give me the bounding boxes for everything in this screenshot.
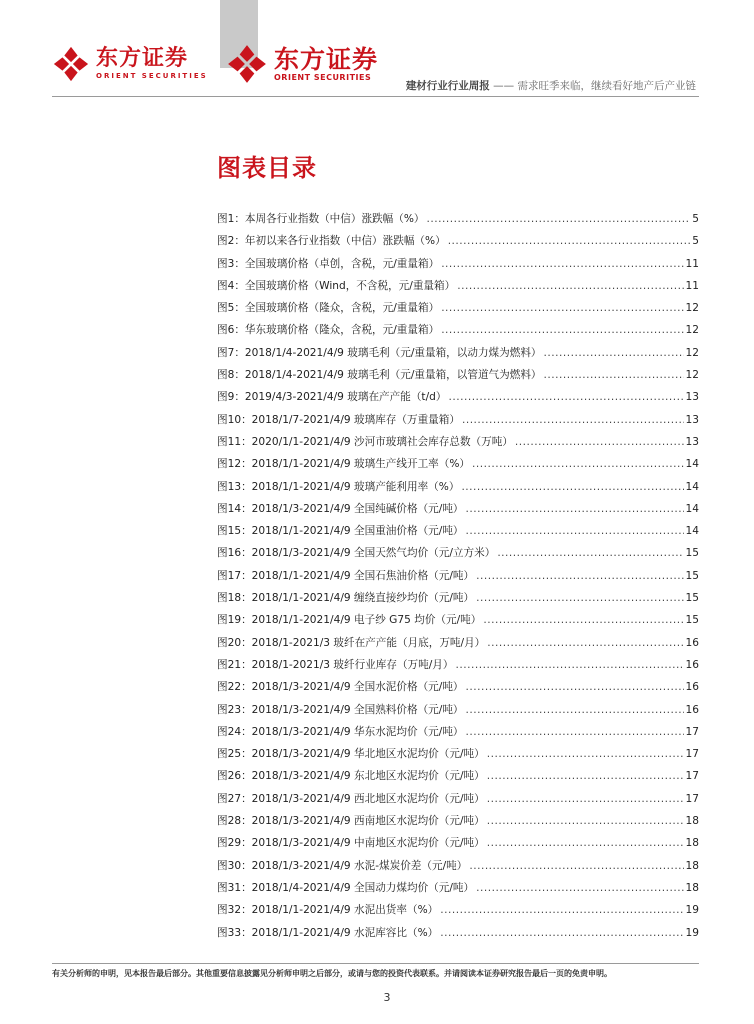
toc-entry[interactable] xyxy=(217,434,699,456)
toc-entry-label: 图32：2018/1/1-2021/4/9 水泥出货率（%） xyxy=(217,904,439,917)
toc-leader-dots xyxy=(457,280,683,292)
toc-entry-label: 图13：2018/1/1-2021/4/9 玻璃产能利用率（%） xyxy=(217,480,460,493)
toc-title: 图表目录 xyxy=(217,154,317,182)
toc-entry-label: 图33：2018/1/1-2021/4/9 水泥库容比（%） xyxy=(217,926,439,939)
toc-entry-label: 图14：2018/1/3-2021/4/9 全国纯碱价格（元/吨） xyxy=(217,502,464,515)
toc-leader-dots xyxy=(487,793,684,805)
toc-leader-dots xyxy=(487,637,683,649)
header-separator: —— xyxy=(493,80,515,92)
footer-disclaimer: 有关分析师的申明，见本报告最后部分。其他重要信息披露见分析师申明之后部分，或请与您的投资代表联系。并请阅读本证券研究报告最后一页的免责申明。 xyxy=(52,969,612,978)
toc-leader-dots xyxy=(441,302,683,314)
toc-leader-dots xyxy=(515,436,684,448)
toc-entry-label: 图2：年初以来各行业指数（中信）涨跌幅（%） xyxy=(217,235,446,248)
logo-large-cn: 东方证券 xyxy=(274,44,379,74)
toc-entry-page: 11 xyxy=(685,257,699,270)
toc-entry-page: 16 xyxy=(685,703,699,716)
toc-entry-page: 15 xyxy=(685,614,699,627)
toc-entry-page: 18 xyxy=(685,881,699,894)
orient-securities-logo-icon xyxy=(52,45,90,83)
toc-entry-page: 16 xyxy=(685,658,699,671)
toc-entry-page: 13 xyxy=(685,435,699,448)
toc-entry-label: 图22：2018/1/3-2021/4/9 全国水泥价格（元/吨） xyxy=(217,681,464,694)
toc-leader-dots xyxy=(466,525,684,537)
toc-entry-page: 12 xyxy=(685,369,699,382)
report-header xyxy=(406,78,696,93)
toc-entry[interactable] xyxy=(217,233,699,255)
toc-entry-label: 图20：2018/1-2021/3 玻纤在产产能（月底，万吨/月） xyxy=(217,636,486,649)
toc-entry-page: 19 xyxy=(685,904,699,917)
toc-entry[interactable] xyxy=(217,568,699,590)
toc-entry-label: 图6：华东玻璃价格（隆众，含税，元/重量箱） xyxy=(217,324,440,337)
toc-entry-page: 13 xyxy=(685,391,699,404)
toc-entry[interactable] xyxy=(217,479,699,501)
report-type: 建材行业行业周报 xyxy=(405,80,490,92)
report-subtitle: 需求旺季来临，继续看好地产后产业链 xyxy=(517,80,696,92)
toc-entry[interactable] xyxy=(217,322,699,344)
toc-leader-dots xyxy=(440,927,683,939)
toc-entry[interactable] xyxy=(217,835,699,857)
toc-entry-page: 16 xyxy=(685,681,699,694)
toc-entry-page: 11 xyxy=(685,279,699,292)
toc-entry[interactable] xyxy=(217,523,699,545)
toc-leader-dots xyxy=(466,704,684,716)
toc-leader-dots xyxy=(466,681,684,693)
toc-entry[interactable] xyxy=(217,211,699,233)
toc-entry-page: 17 xyxy=(685,770,699,783)
toc-leader-dots xyxy=(487,770,684,782)
toc-entry[interactable] xyxy=(217,813,699,835)
table-of-figures xyxy=(217,211,699,947)
toc-entry-page: 14 xyxy=(685,480,699,493)
toc-entry-label: 图9：2019/4/3-2021/4/9 玻璃在产产能（t/d） xyxy=(217,391,447,404)
toc-leader-dots xyxy=(476,592,683,604)
toc-entry[interactable] xyxy=(217,635,699,657)
logo-small xyxy=(52,45,208,83)
toc-entry[interactable] xyxy=(217,880,699,902)
toc-entry-page: 5 xyxy=(692,235,699,248)
toc-leader-dots xyxy=(427,213,691,225)
toc-entry-page: 17 xyxy=(685,792,699,805)
toc-entry-page: 17 xyxy=(685,748,699,761)
toc-leader-dots xyxy=(472,458,683,470)
toc-entry-label: 图3：全国玻璃价格（卓创，含税，元/重量箱） xyxy=(217,257,440,270)
toc-entry-label: 图17：2018/1/1-2021/4/9 全国石焦油价格（元/吨） xyxy=(217,569,475,582)
toc-entry-label: 图26：2018/1/3-2021/4/9 东北地区水泥均价（元/吨） xyxy=(217,770,485,783)
toc-leader-dots xyxy=(448,235,691,247)
toc-entry[interactable] xyxy=(217,590,699,612)
toc-entry-label: 图7：2018/1/4-2021/4/9 玻璃毛利（元/重量箱，以动力煤为燃料） xyxy=(217,346,542,359)
toc-entry[interactable] xyxy=(217,612,699,634)
toc-entry[interactable] xyxy=(217,256,699,278)
toc-entry[interactable] xyxy=(217,858,699,880)
toc-entry[interactable] xyxy=(217,501,699,523)
toc-entry[interactable] xyxy=(217,345,699,367)
toc-entry-page: 15 xyxy=(685,569,699,582)
toc-entry-label: 图25：2018/1/3-2021/4/9 华北地区水泥均价（元/吨） xyxy=(217,748,485,761)
toc-entry[interactable] xyxy=(217,367,699,389)
toc-leader-dots xyxy=(456,659,684,671)
toc-entry[interactable] xyxy=(217,925,699,947)
toc-entry-page: 14 xyxy=(685,525,699,538)
toc-entry-label: 图28：2018/1/3-2021/4/9 西南地区水泥均价（元/吨） xyxy=(217,815,485,828)
toc-entry[interactable] xyxy=(217,902,699,924)
toc-leader-dots xyxy=(466,726,684,738)
toc-entry-label: 图23：2018/1/3-2021/4/9 全国熟料价格（元/吨） xyxy=(217,703,464,716)
toc-entry-label: 图15：2018/1/1-2021/4/9 全国重油价格（元/吨） xyxy=(217,525,464,538)
toc-entry-page: 15 xyxy=(685,547,699,560)
toc-entry-page: 17 xyxy=(685,725,699,738)
toc-leader-dots xyxy=(440,904,683,916)
toc-leader-dots xyxy=(476,882,683,894)
toc-entry-page: 12 xyxy=(685,302,699,315)
toc-entry-page: 18 xyxy=(685,859,699,872)
toc-leader-dots xyxy=(487,748,684,760)
toc-entry-page: 14 xyxy=(685,458,699,471)
toc-entry[interactable] xyxy=(217,746,699,768)
toc-entry-page: 14 xyxy=(685,502,699,515)
toc-entry-label: 图21：2018/1-2021/3 玻纤行业库存（万吨/月） xyxy=(217,658,454,671)
toc-entry[interactable] xyxy=(217,791,699,813)
logo-large-en: ORIENT SECURITIES xyxy=(274,72,372,82)
toc-entry-page: 16 xyxy=(685,636,699,649)
orient-securities-logo-large-icon xyxy=(226,43,268,85)
toc-leader-dots xyxy=(497,547,683,559)
toc-leader-dots xyxy=(544,347,684,359)
toc-entry-label: 图31：2018/1/4-2021/4/9 全国动力煤均价（元/吨） xyxy=(217,881,475,894)
toc-leader-dots xyxy=(487,815,684,827)
toc-entry[interactable] xyxy=(217,300,699,322)
footer-divider xyxy=(52,963,699,964)
toc-entry[interactable] xyxy=(217,768,699,790)
toc-entry[interactable] xyxy=(217,389,699,411)
toc-leader-dots xyxy=(487,837,684,849)
logo-small-en: ORIENT SECURITIES xyxy=(96,72,208,80)
toc-entry-label: 图30：2018/1/3-2021/4/9 水泥-煤炭价差（元/吨） xyxy=(217,859,468,872)
toc-entry[interactable] xyxy=(217,679,699,701)
toc-entry[interactable] xyxy=(217,724,699,746)
toc-entry-label: 图29：2018/1/3-2021/4/9 中南地区水泥均价（元/吨） xyxy=(217,837,485,850)
toc-entry-label: 图27：2018/1/3-2021/4/9 西北地区水泥均价（元/吨） xyxy=(217,792,485,805)
toc-leader-dots xyxy=(441,258,683,270)
toc-leader-dots xyxy=(462,414,684,426)
toc-leader-dots xyxy=(544,369,684,381)
toc-entry[interactable] xyxy=(217,456,699,478)
toc-leader-dots xyxy=(476,570,683,582)
toc-entry-label: 图19：2018/1/1-2021/4/9 电子纱 G75 均价（元/吨） xyxy=(217,614,482,627)
toc-entry-label: 图1：本周各行业指数（中信）涨跌幅（%） xyxy=(217,213,425,225)
toc-entry-label: 图11：2020/1/1-2021/4/9 沙河市玻璃社会库存总数（万吨） xyxy=(217,435,513,448)
toc-entry-label: 图5：全国玻璃价格（隆众，含税，元/重量箱） xyxy=(217,302,440,315)
header-divider xyxy=(52,96,699,97)
toc-entry-page: 12 xyxy=(685,346,699,359)
toc-entry-page: 15 xyxy=(685,592,699,605)
toc-entry-label: 图16：2018/1/3-2021/4/9 全国天然气均价（元/立方米） xyxy=(217,547,496,560)
toc-leader-dots xyxy=(483,614,683,626)
toc-entry-label: 图8：2018/1/4-2021/4/9 玻璃毛利（元/重量箱，以管道气为燃料） xyxy=(217,369,542,382)
toc-entry-label: 图10：2018/1/7-2021/4/9 玻璃库存（万重量箱） xyxy=(217,413,460,426)
toc-entry-page: 12 xyxy=(685,324,699,337)
toc-entry[interactable] xyxy=(217,545,699,567)
toc-entry[interactable] xyxy=(217,278,699,300)
toc-leader-dots xyxy=(466,503,684,515)
toc-entry-page: 19 xyxy=(685,926,699,939)
toc-entry-page: 5 xyxy=(692,213,699,225)
toc-entry[interactable] xyxy=(217,702,699,724)
toc-entry-label: 图4：全国玻璃价格（Wind，不含税，元/重量箱） xyxy=(217,279,456,292)
toc-entry[interactable] xyxy=(217,657,699,679)
toc-entry-page: 13 xyxy=(685,413,699,426)
toc-entry-label: 图12：2018/1/1-2021/4/9 玻璃生产线开工率（%） xyxy=(217,458,471,471)
logo-small-cn: 东方证券 xyxy=(96,46,189,71)
toc-entry-label: 图24：2018/1/3-2021/4/9 华东水泥均价（元/吨） xyxy=(217,725,464,738)
toc-leader-dots xyxy=(441,324,683,336)
toc-leader-dots xyxy=(448,391,683,403)
page-number: 3 xyxy=(383,991,391,1004)
toc-entry-label: 图18：2018/1/1-2021/4/9 缠绕直接纱均价（元/吨） xyxy=(217,592,475,605)
toc-entry-page: 18 xyxy=(685,815,699,828)
toc-entry[interactable] xyxy=(217,412,699,434)
logo-large xyxy=(226,43,378,85)
toc-leader-dots xyxy=(469,860,683,872)
toc-leader-dots xyxy=(461,481,683,493)
toc-entry-page: 18 xyxy=(685,837,699,850)
